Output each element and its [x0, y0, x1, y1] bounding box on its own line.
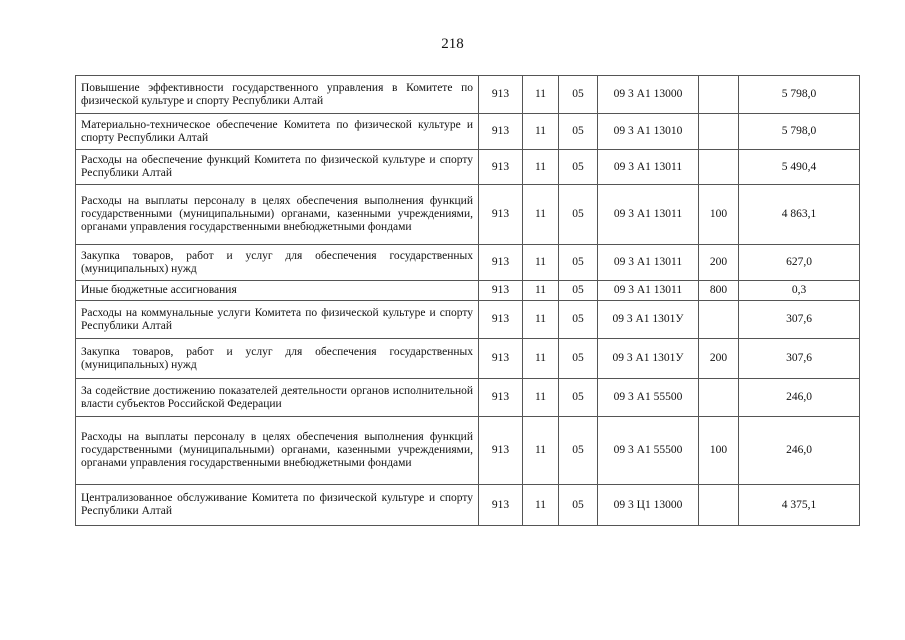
row-name: Расходы на выплаты персоналу в целях обеспечения выполнения функций государственными (муниципальными) органами, казенными учреждениями, органами управления государственными внебюджетными фондами: [76, 185, 479, 245]
row-subsection-code: 05: [559, 485, 598, 526]
row-sum: 307,6: [739, 339, 860, 379]
budget-table-body: [76, 76, 860, 526]
row-ministry-code: 913: [479, 417, 523, 485]
table-row: [76, 114, 860, 150]
row-section-code: 11: [523, 485, 559, 526]
row-sum: 4 863,1: [739, 185, 860, 245]
row-subsection-code: 05: [559, 245, 598, 281]
row-expense-type: [699, 485, 739, 526]
table-row: [76, 339, 860, 379]
table-row: [76, 301, 860, 339]
row-expense-type: [699, 114, 739, 150]
row-section-code: 11: [523, 245, 559, 281]
row-section-code: 11: [523, 76, 559, 114]
row-expense-type: 100: [699, 185, 739, 245]
row-name: Централизованное обслуживание Комитета по физической культуре и спорту Республики Алтай: [76, 485, 479, 526]
row-name: Закупка товаров, работ и услуг для обеспечения государственных (муниципальных) нужд: [76, 245, 479, 281]
row-subsection-code: 05: [559, 76, 598, 114]
row-sum: 0,3: [739, 281, 860, 301]
row-section-code: 11: [523, 281, 559, 301]
row-sum: 246,0: [739, 417, 860, 485]
budget-table: [75, 75, 860, 526]
row-target-code: 09 3 А1 55500: [598, 379, 699, 417]
row-ministry-code: 913: [479, 245, 523, 281]
row-subsection-code: 05: [559, 417, 598, 485]
row-name: Расходы на обеспечение функций Комитета по физической культуре и спорту Республики Алтай: [76, 150, 479, 185]
row-ministry-code: 913: [479, 281, 523, 301]
table-row: [76, 185, 860, 245]
row-target-code: 09 3 А1 55500: [598, 417, 699, 485]
row-ministry-code: 913: [479, 339, 523, 379]
row-subsection-code: 05: [559, 281, 598, 301]
row-subsection-code: 05: [559, 301, 598, 339]
row-expense-type: 800: [699, 281, 739, 301]
row-expense-type: [699, 150, 739, 185]
row-target-code: 09 3 А1 13010: [598, 114, 699, 150]
row-sum: 4 375,1: [739, 485, 860, 526]
row-target-code: 09 3 А1 13011: [598, 281, 699, 301]
row-expense-type: [699, 76, 739, 114]
row-target-code: 09 3 А1 13000: [598, 76, 699, 114]
row-ministry-code: 913: [479, 150, 523, 185]
row-section-code: 11: [523, 114, 559, 150]
row-ministry-code: 913: [479, 485, 523, 526]
row-subsection-code: 05: [559, 150, 598, 185]
row-ministry-code: 913: [479, 114, 523, 150]
row-target-code: 09 3 Ц1 13000: [598, 485, 699, 526]
row-ministry-code: 913: [479, 185, 523, 245]
row-section-code: 11: [523, 150, 559, 185]
row-expense-type: 100: [699, 417, 739, 485]
row-expense-type: 200: [699, 245, 739, 281]
table-row: [76, 485, 860, 526]
row-target-code: 09 3 А1 1301У: [598, 301, 699, 339]
row-ministry-code: 913: [479, 301, 523, 339]
row-sum: 5 490,4: [739, 150, 860, 185]
row-section-code: 11: [523, 185, 559, 245]
row-sum: 307,6: [739, 301, 860, 339]
table-row: [76, 76, 860, 114]
row-target-code: 09 3 А1 1301У: [598, 339, 699, 379]
row-subsection-code: 05: [559, 379, 598, 417]
row-sum: 5 798,0: [739, 76, 860, 114]
row-name: Иные бюджетные ассигнования: [76, 281, 479, 301]
row-expense-type: 200: [699, 339, 739, 379]
table-row: [76, 379, 860, 417]
table-row: [76, 245, 860, 281]
page-number: 218: [441, 36, 464, 52]
row-target-code: 09 3 А1 13011: [598, 150, 699, 185]
table-row: [76, 417, 860, 485]
row-subsection-code: 05: [559, 114, 598, 150]
row-sum: 246,0: [739, 379, 860, 417]
row-name: Расходы на коммунальные услуги Комитета по физической культуре и спорту Республики Алтай: [76, 301, 479, 339]
row-name: Закупка товаров, работ и услуг для обеспечения государственных (муниципальных) нужд: [76, 339, 479, 379]
row-name: Повышение эффективности государственного управления в Комитете по физической культуре и спорту Республики Алтай: [76, 76, 479, 114]
row-ministry-code: 913: [479, 76, 523, 114]
row-target-code: 09 3 А1 13011: [598, 185, 699, 245]
row-expense-type: [699, 301, 739, 339]
table-row: [76, 150, 860, 185]
row-expense-type: [699, 379, 739, 417]
row-name: Материально-техническое обеспечение Комитета по физической культуре и спорту Республики Алтай: [76, 114, 479, 150]
row-name: За содействие достижению показателей деятельности органов исполнительной власти субъектов Российской Федерации: [76, 379, 479, 417]
table-row: [76, 281, 860, 301]
row-name: Расходы на выплаты персоналу в целях обеспечения выполнения функций государственными (муниципальными) органами, казенными учреждениями, органами управления государственными внебюджетными фондами: [76, 417, 479, 485]
row-section-code: 11: [523, 339, 559, 379]
row-sum: 627,0: [739, 245, 860, 281]
row-target-code: 09 3 А1 13011: [598, 245, 699, 281]
row-section-code: 11: [523, 301, 559, 339]
row-sum: 5 798,0: [739, 114, 860, 150]
row-ministry-code: 913: [479, 379, 523, 417]
row-subsection-code: 05: [559, 185, 598, 245]
row-section-code: 11: [523, 417, 559, 485]
row-subsection-code: 05: [559, 339, 598, 379]
row-section-code: 11: [523, 379, 559, 417]
